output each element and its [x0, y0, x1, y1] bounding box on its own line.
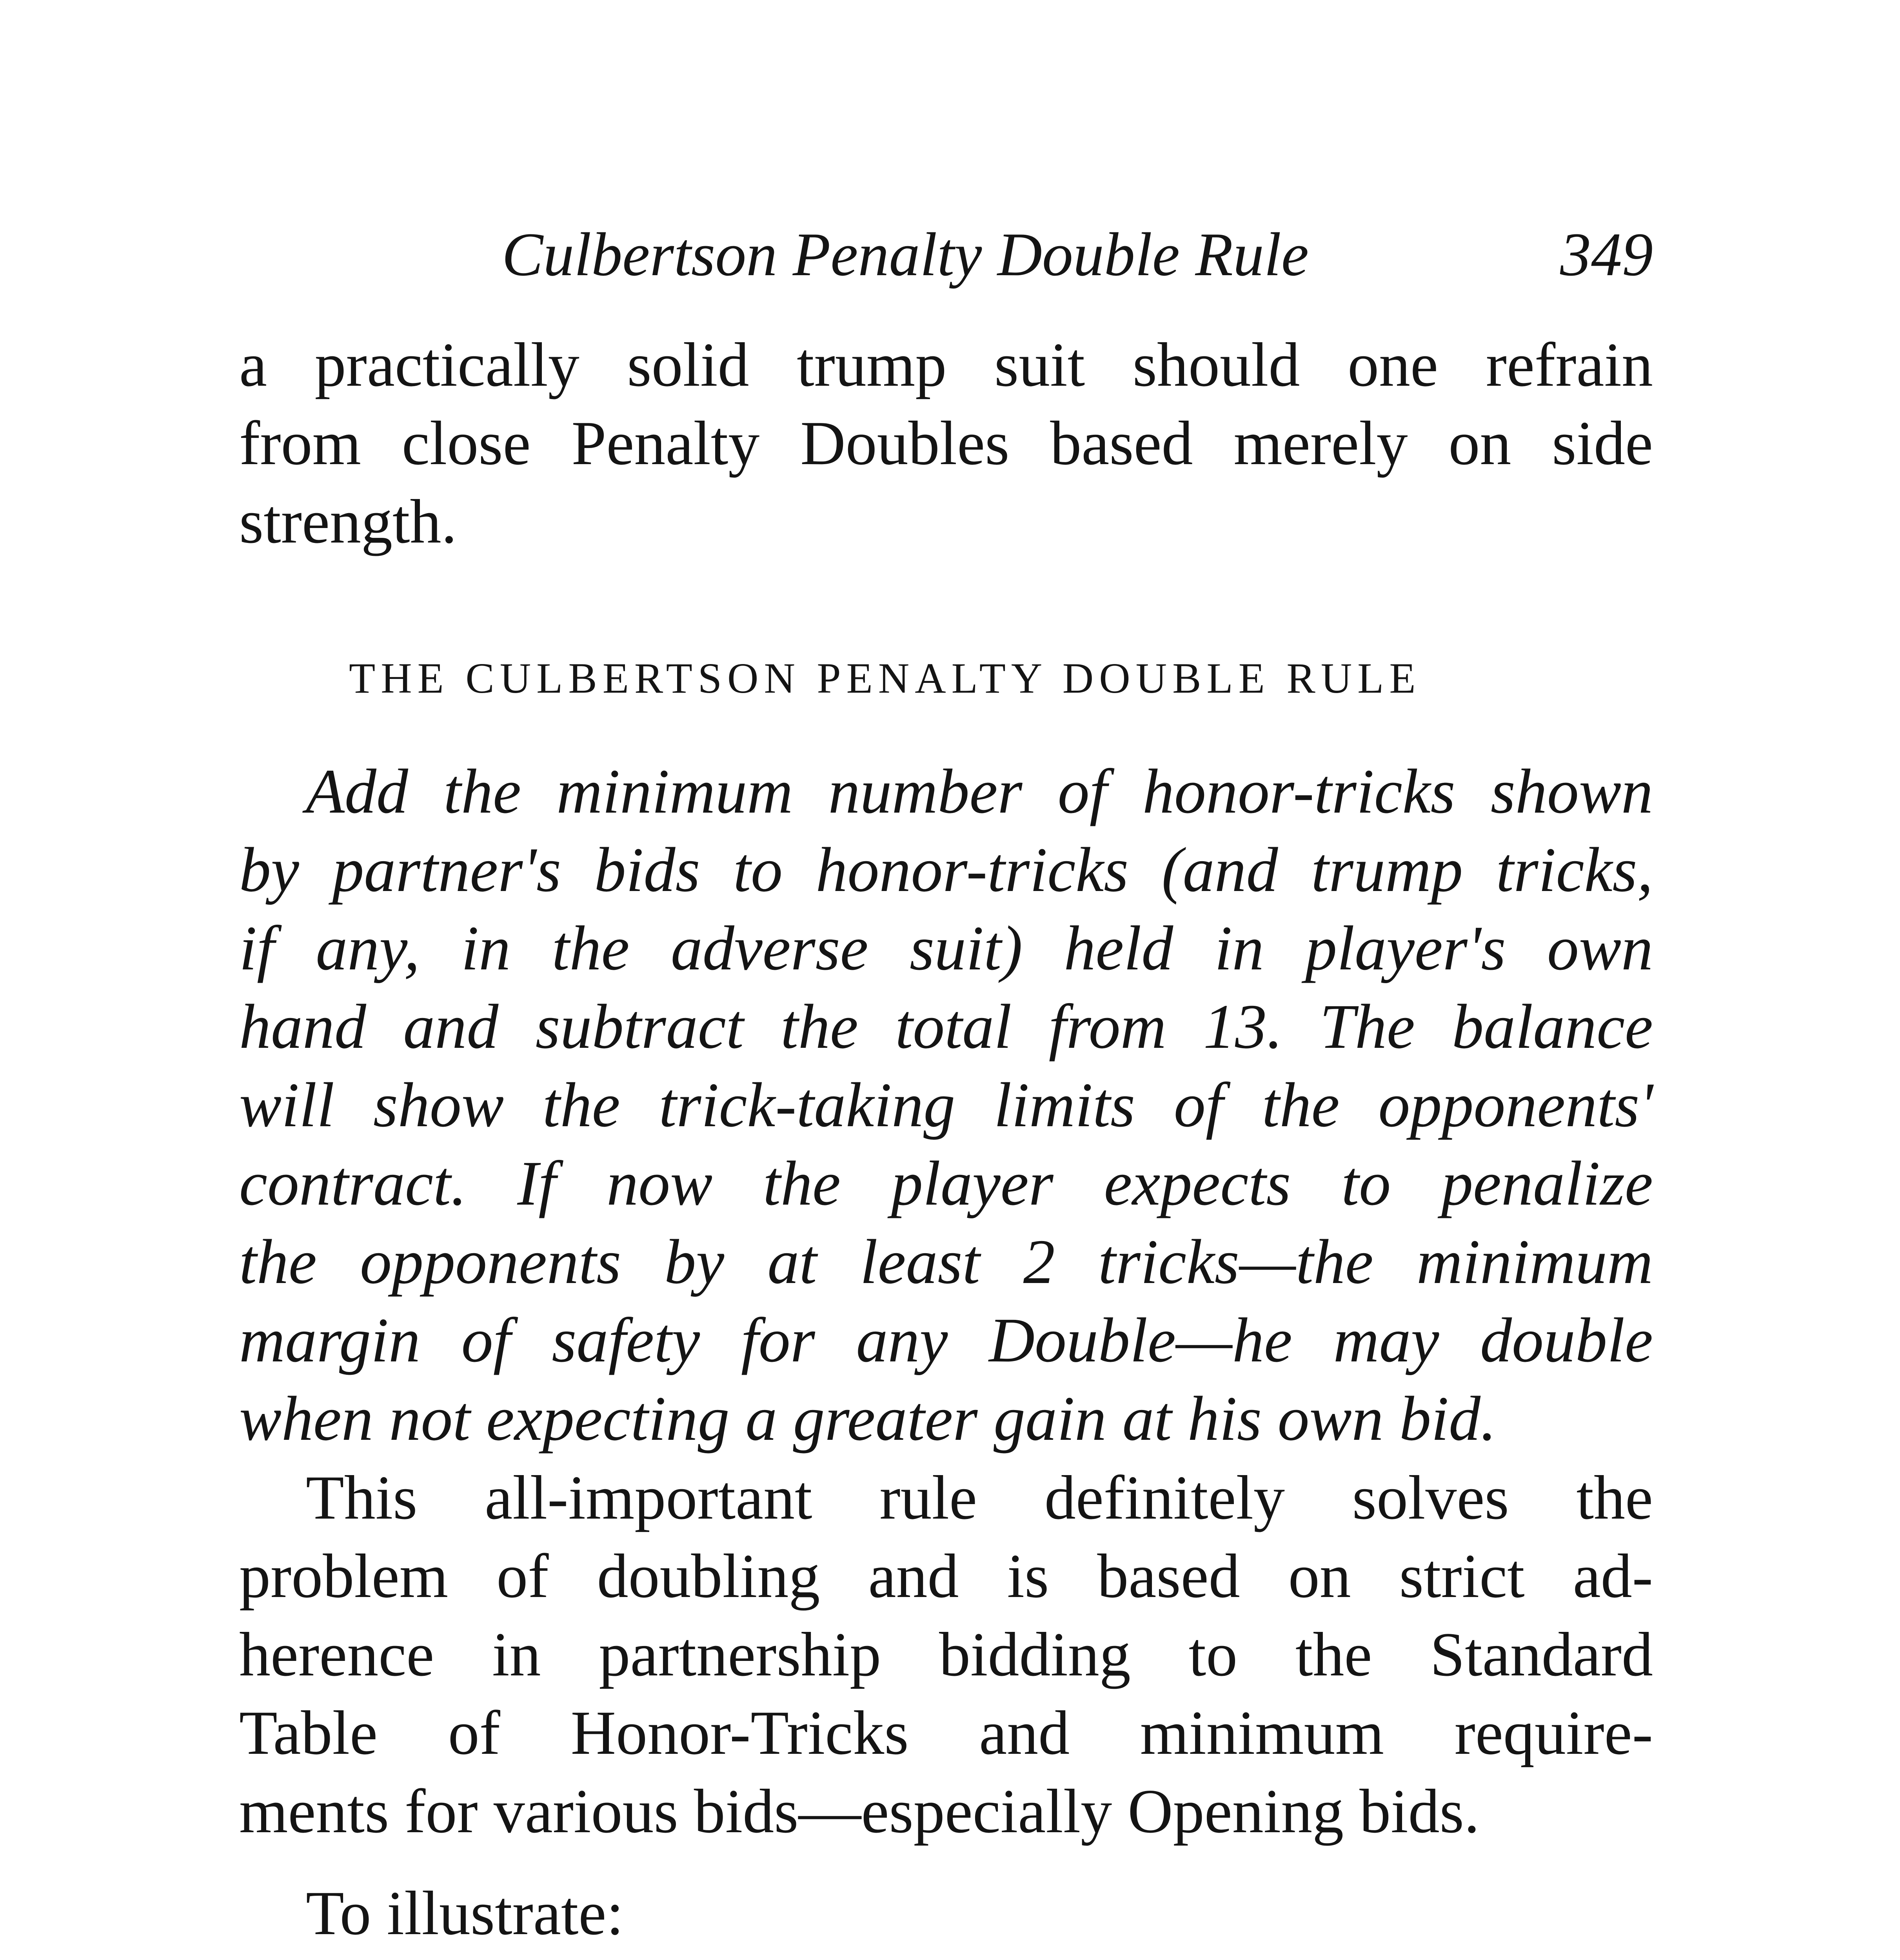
rule-line: contract. If now the player expects to penalize [239, 1149, 1653, 1219]
text-line: a practically solid trump suit should one refrain [239, 330, 1653, 399]
section-heading: THE CULBERTSON PENALTY DOUBLE RULE [349, 654, 1421, 702]
rule-line: hand and subtract the total from 13. The balance [239, 992, 1653, 1062]
rule-statement [239, 753, 1653, 1458]
rule-line: if any, in the adverse suit) held in player's own [239, 913, 1653, 984]
rule-line: will show the trick-taking limits of the opponents' [239, 1070, 1653, 1140]
paragraph-continuation [239, 325, 1653, 561]
text-line: strength. [239, 486, 457, 556]
text-line: ments for various bids—especially Opening bids. [239, 1776, 1480, 1846]
rule-line: when not expecting a greater gain at his own bid. [239, 1384, 1497, 1454]
paragraph-illustrate [239, 1874, 1653, 1952]
page-number: 349 [1560, 220, 1653, 289]
running-title: Culbertson Penalty Double Rule [502, 220, 1309, 289]
text-line: This all-important rule definitely solves the [306, 1463, 1653, 1532]
text-line: To illustrate: [306, 1878, 624, 1948]
text-line: Table of Honor-Tricks and minimum require- [239, 1698, 1653, 1768]
rule-line: the opponents by at least 2 tricks—the minimum [239, 1227, 1653, 1297]
text-line: problem of doubling and is based on strict ad- [239, 1541, 1653, 1611]
text-line: from close Penalty Doubles based merely on side [239, 408, 1653, 478]
paragraph-explanation [239, 1458, 1653, 1850]
running-head [239, 218, 1653, 292]
rule-line: by partner's bids to honor-tricks (and trump tricks, [239, 835, 1653, 905]
rule-line: margin of safety for any Double—he may double [239, 1305, 1653, 1376]
rule-line: Add the minimum number of honor-tricks shown [306, 757, 1653, 827]
text-line: herence in partnership bidding to the Standard [239, 1619, 1653, 1689]
